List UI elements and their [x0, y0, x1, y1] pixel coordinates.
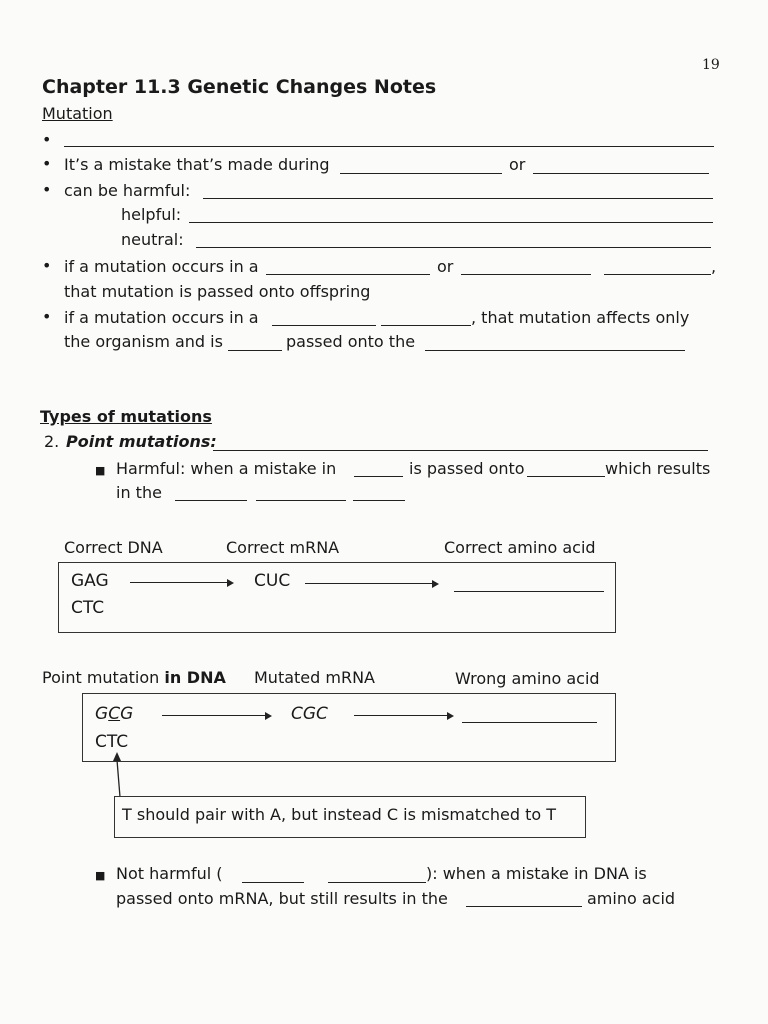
- mutated-dna-codon-1: [95, 704, 133, 724]
- helpful-label: helpful:: [121, 205, 182, 224]
- header-part: Point mutation: [42, 668, 165, 687]
- bullet: •: [42, 154, 52, 173]
- bullet: •: [42, 130, 52, 149]
- bullet: •: [42, 256, 52, 275]
- harmful-text-2: is passed onto: [409, 459, 525, 478]
- comma: ,: [711, 257, 717, 276]
- arrow-icon: [130, 582, 232, 583]
- answer-blank[interactable]: [189, 222, 713, 223]
- correct-dna-codon-1: GAG: [71, 571, 109, 591]
- answer-blank[interactable]: [266, 274, 430, 275]
- base: G: [120, 704, 134, 724]
- harmful-text: Harmful: when a mistake in: [116, 459, 337, 478]
- answer-blank[interactable]: [328, 882, 426, 883]
- neutral-label: neutral:: [121, 230, 184, 249]
- mutated-dna-codon-2: CTC: [95, 732, 129, 752]
- answer-blank[interactable]: [527, 476, 605, 477]
- answer-blank[interactable]: [196, 247, 711, 248]
- header-part-bold: in DNA: [164, 668, 226, 687]
- answer-blank[interactable]: [203, 198, 713, 199]
- answer-blank[interactable]: [462, 722, 597, 723]
- arrow-icon: [354, 715, 452, 716]
- arrow-icon: [162, 715, 270, 716]
- answer-blank[interactable]: [381, 325, 471, 326]
- answer-blank[interactable]: [340, 173, 502, 174]
- point-mutations-label: Point mutations:: [66, 432, 217, 451]
- answer-blank[interactable]: [175, 500, 247, 501]
- not-harmful-text-2: ): when a mistake in DNA is: [426, 864, 647, 883]
- answer-blank[interactable]: [354, 476, 403, 477]
- answer-blank[interactable]: [604, 274, 711, 275]
- or-text: or: [437, 257, 454, 276]
- correct-dna-header: Correct DNA: [64, 538, 163, 557]
- or-text: or: [509, 155, 526, 174]
- germ-cell-text: if a mutation occurs in a: [64, 257, 259, 276]
- bullet: •: [42, 307, 52, 326]
- mismatch-note: T should pair with A, but instead C is mismatched to T: [122, 805, 557, 824]
- correct-amino-acid-header: Correct amino acid: [444, 538, 596, 557]
- mutation-heading: Mutation: [42, 104, 113, 123]
- answer-blank[interactable]: [256, 500, 346, 501]
- harmful-label: can be harmful:: [64, 181, 191, 200]
- correct-dna-codon-2: CTC: [71, 598, 105, 618]
- bullet: •: [42, 180, 52, 199]
- pointer-arrow-icon: [110, 750, 130, 798]
- harmful-text-3: which results: [605, 459, 711, 478]
- correct-sequence-box: [58, 562, 616, 633]
- germ-cell-text-2: that mutation is passed onto offspring: [64, 282, 371, 301]
- wrong-amino-acid-header: Wrong amino acid: [455, 669, 600, 688]
- answer-blank[interactable]: [272, 325, 376, 326]
- harmful-text-4: in the: [116, 483, 162, 502]
- answer-blank[interactable]: [466, 906, 582, 907]
- point-number: 2.: [44, 432, 60, 451]
- answer-blank[interactable]: [213, 450, 708, 451]
- mutated-mrna-header: Mutated mRNA: [254, 668, 375, 687]
- answer-blank[interactable]: [353, 500, 405, 501]
- answer-blank[interactable]: [533, 173, 709, 174]
- answer-blank[interactable]: [454, 591, 604, 592]
- answer-blank[interactable]: [242, 882, 304, 883]
- body-cell-text: if a mutation occurs in a: [64, 308, 259, 327]
- square-bullet: ■: [95, 464, 106, 477]
- types-heading: Types of mutations: [40, 407, 212, 426]
- page-title: Chapter 11.3 Genetic Changes Notes: [42, 76, 437, 98]
- point-mutation-dna-header: [42, 668, 226, 687]
- mismatched-base: C: [108, 704, 121, 724]
- body-cell-text-4: passed onto the: [286, 332, 416, 351]
- base: G: [95, 704, 109, 724]
- not-harmful-text: Not harmful (: [116, 864, 223, 883]
- correct-mrna-codon: CUC: [254, 571, 291, 591]
- not-harmful-text-3: passed onto mRNA, but still results in the: [116, 889, 448, 908]
- page-number: 19: [702, 57, 720, 73]
- correct-mrna-header: Correct mRNA: [226, 538, 340, 557]
- answer-blank[interactable]: [461, 274, 591, 275]
- answer-blank[interactable]: [425, 350, 685, 351]
- mutated-sequence-box: [82, 693, 616, 762]
- arrow-icon: [305, 583, 437, 584]
- mutation-definition-text: It’s a mistake that’s made during: [64, 155, 330, 174]
- body-cell-text-2: , that mutation affects only: [471, 308, 690, 327]
- mutated-mrna-codon: CGC: [291, 704, 328, 724]
- answer-blank[interactable]: [64, 146, 714, 147]
- square-bullet: ■: [95, 869, 106, 882]
- not-harmful-text-4: amino acid: [587, 889, 676, 908]
- answer-blank[interactable]: [228, 350, 282, 351]
- body-cell-text-3: the organism and is: [64, 332, 223, 351]
